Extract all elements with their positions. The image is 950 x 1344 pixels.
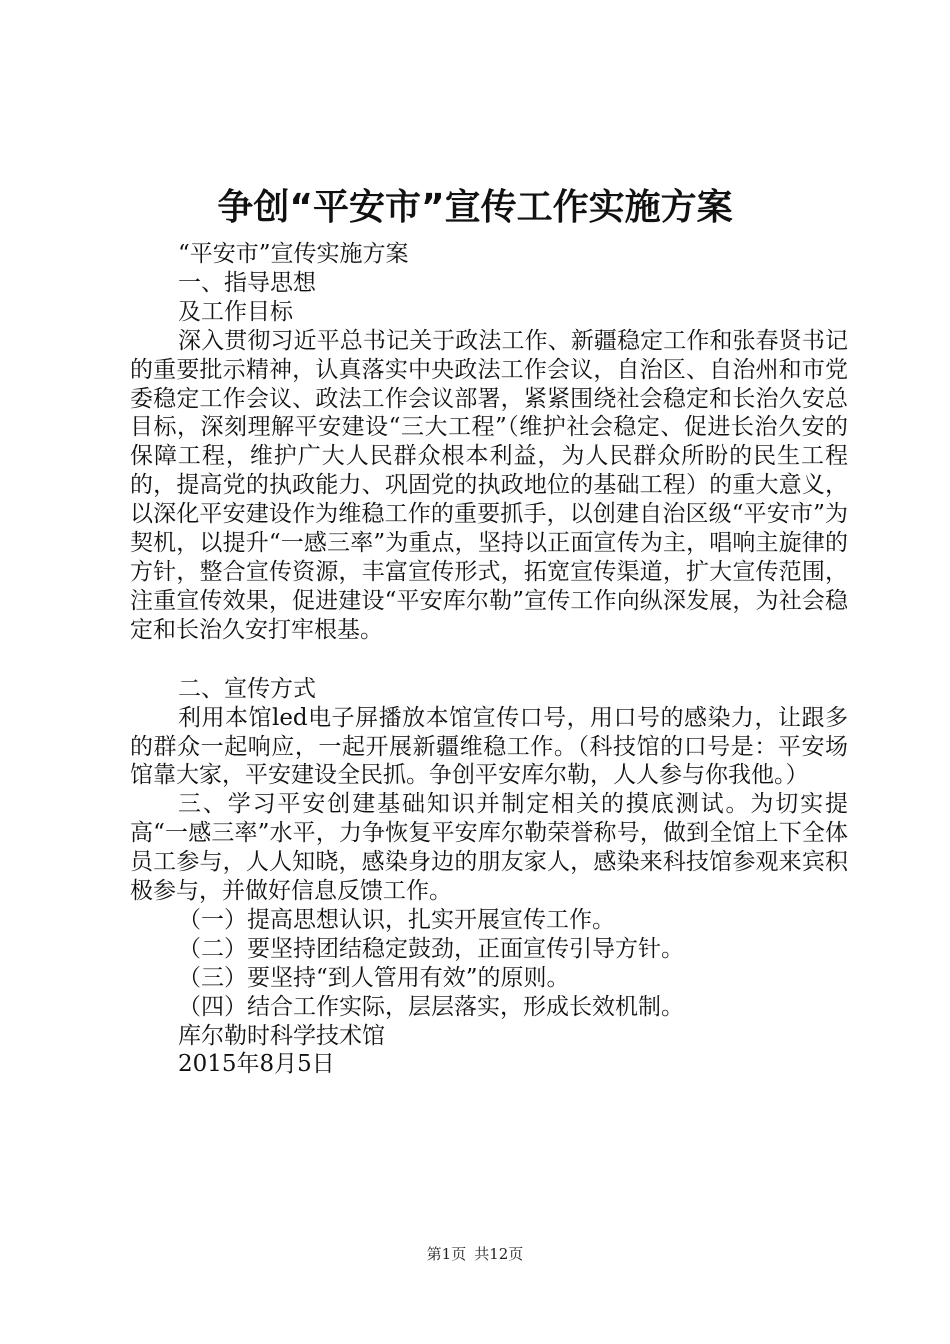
document-body (130, 240, 848, 1079)
page-footer (0, 1244, 950, 1264)
list-item-1: （一）提高思想认识，扎实开展宣传工作。 (178, 906, 615, 933)
list-item-4: （四）结合工作实际，层层落实，形成长效机制。 (178, 993, 684, 1020)
body-paragraph-goal: 深入贯彻习近平总书记关于政法工作、新疆稳定工作和张春贤书记的重要批示精神，认真落实中央政法工作会议，自治区、自治州和市党委稳定工作会议、政法工作会议部署，紧紧围绕社会稳定和长治久安总目标，深刻理解平安建设“三大工程”（维护社会稳定、促进长治久安的保障工程，维护广大人民群众根本利益，为人民群众所盼的民生工程的，提高党的执政能力、巩固党的执政地位的基础工程）的重大意义，以深化平安建设作为维稳工作的重要抓手，以创建自治区级“平安市”为契机，以提升“一感三率”为重点，坚持以正面宣传为主，唱响主旋律的方针，整合宣传资源，丰富宣传形式，拓宽宣传渠道，扩大宣传范围，注重宣传效果，促进建设“平安库尔勒”宣传工作向纵深发展，为社会稳定和长治久安打牢根基。 (130, 327, 848, 643)
subtitle-paragraph: “平安市”宣传实施方案 (178, 241, 409, 267)
signature-date: 2015年8月5日 (178, 1051, 335, 1078)
signature-organization: 库尔勒时科学技术馆 (178, 1022, 385, 1049)
page-total: 共12页 (474, 1245, 524, 1263)
list-item-3: （三）要坚持“到人管用有效”的原则。 (178, 964, 570, 991)
page-number: 第1页 (426, 1245, 467, 1263)
section-heading-work-goal: 及工作目标 (178, 298, 293, 325)
section-heading-publicity-methods: 二、宣传方式 (178, 675, 316, 702)
list-item-2: （二）要坚持团结稳定鼓劲，正面宣传引导方针。 (178, 935, 684, 962)
document-title: 争创“平安市”宣传工作实施方案 (217, 187, 733, 228)
section-heading-guiding-thought: 一、指导思想 (178, 269, 316, 296)
body-paragraph-study: 三、学习平安创建基础知识并制定相关的摸底测试。为切实提高“一感三率”水平，力争恢复平安库尔勒荣誉称号，做到全馆上下全体员工参与，人人知晓，感染身边的朋友家人，感染来科技馆参观来宾积极参与，并做好信息反馈工作。 (130, 791, 848, 905)
body-paragraph-led-screen: 利用本馆led电子屏播放本馆宣传口号，用口号的感染力，让跟多的群众一起响应，一起开展新疆维稳工作。（科技馆的口号是：平安场馆靠大家，平安建设全民抓。争创平安库尔勒，人人参与你我他。） (130, 704, 848, 789)
